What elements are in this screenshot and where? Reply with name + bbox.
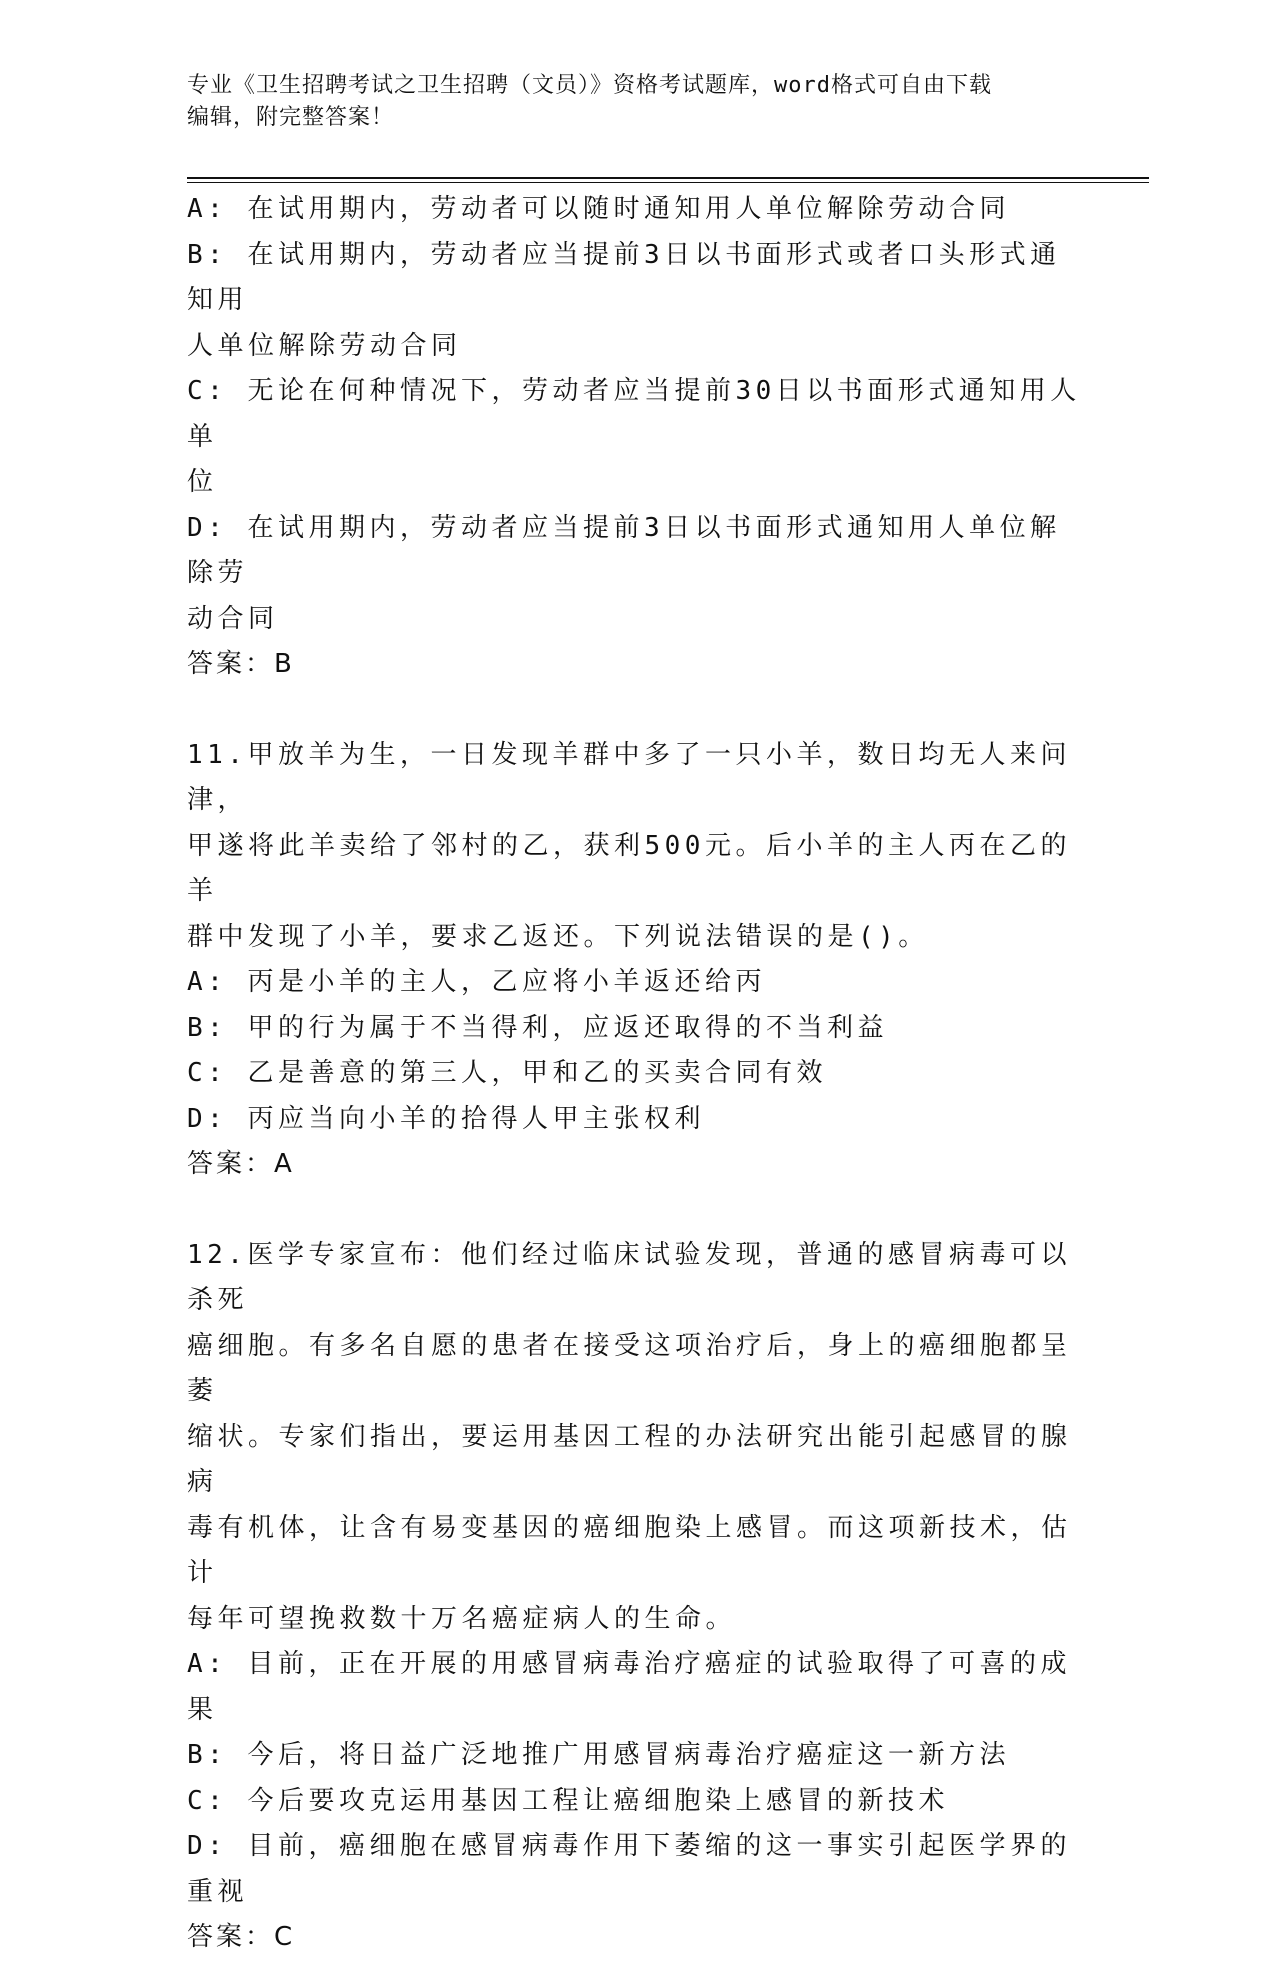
question-11 xyxy=(187,733,1087,1188)
document-body xyxy=(187,187,1087,1961)
question-stem: 11.甲放羊为生，一日发现羊群中多了一只小羊，数日均无人来问津， xyxy=(187,739,1071,815)
option-b: B: 在试用期内，劳动者应当提前3日以书面形式或者口头形式通知用 xyxy=(187,239,1061,315)
option-d-continued: 动合同 xyxy=(187,603,279,634)
option-b: B: 今后，将日益广泛地推广用感冒病毒治疗癌症这一新方法 xyxy=(187,1740,1010,1770)
option-c: C: 今后要攻克运用基因工程让癌细胞染上感冒的新技术 xyxy=(187,1785,949,1816)
header-line-1: 专业《卫生招聘考试之卫生招聘（文员）》资格考试题库，word格式可自由下载 xyxy=(187,73,992,98)
option-a: A: 在试用期内，劳动者可以随时通知用人单位解除劳动合同 xyxy=(187,194,1010,224)
option-b-continued: 人单位解除劳动合同 xyxy=(187,330,462,361)
answer-label: 答案：A xyxy=(187,1149,295,1179)
header-rule-thin xyxy=(187,182,1149,183)
option-c: C: 无论在何种情况下，劳动者应当提前30日以书面形式通知用人单 xyxy=(187,376,1081,452)
option-c-continued: 位 xyxy=(187,467,218,497)
option-d: D: 在试用期内，劳动者应当提前3日以书面形式通知用人单位解除劳 xyxy=(187,512,1061,588)
header-rule-thick xyxy=(187,177,1149,179)
spacer xyxy=(187,1188,1087,1233)
document-header xyxy=(187,70,1067,134)
option-c: C: 乙是善意的第三人，甲和乙的买卖合同有效 xyxy=(187,1058,827,1088)
spacer xyxy=(187,688,1087,733)
question-stem: 12.医学专家宣布：他们经过临床试验发现，普通的感冒病毒可以杀死 xyxy=(187,1239,1071,1315)
question-stem: 群中发现了小羊，要求乙返还。下列说法错误的是()。 xyxy=(187,921,929,952)
question-10 xyxy=(187,187,1087,688)
question-12 xyxy=(187,1233,1087,1961)
option-d: D: 丙应当向小羊的拾得人甲主张权利 xyxy=(187,1103,705,1134)
answer-label: 答案：C xyxy=(187,1922,296,1952)
option-b: B: 甲的行为属于不当得利，应返还取得的不当利益 xyxy=(187,1012,888,1043)
question-stem: 每年可望挽救数十万名癌症病人的生命。 xyxy=(187,1603,737,1634)
option-d: D: 目前，癌细胞在感冒病毒作用下萎缩的这一事实引起医学界的重视 xyxy=(187,1831,1071,1907)
question-stem: 毒有机体，让含有易变基因的癌细胞染上感冒。而这项新技术，估计 xyxy=(187,1512,1072,1588)
question-stem: 缩状。专家们指出，要运用基因工程的办法研究出能引起感冒的腺病 xyxy=(187,1421,1072,1497)
question-stem: 甲遂将此羊卖给了邻村的乙，获利500元。后小羊的主人丙在乙的羊 xyxy=(187,830,1071,906)
option-a: A: 丙是小羊的主人，乙应将小羊返还给丙 xyxy=(187,967,766,997)
option-a: A: 目前，正在开展的用感冒病毒治疗癌症的试验取得了可喜的成果 xyxy=(187,1649,1071,1725)
answer-label: 答案：B xyxy=(187,649,295,679)
question-stem: 癌细胞。有多名自愿的患者在接受这项治疗后，身上的癌细胞都呈萎 xyxy=(187,1330,1072,1406)
header-line-2: 编辑，附完整答案！ xyxy=(187,105,395,130)
